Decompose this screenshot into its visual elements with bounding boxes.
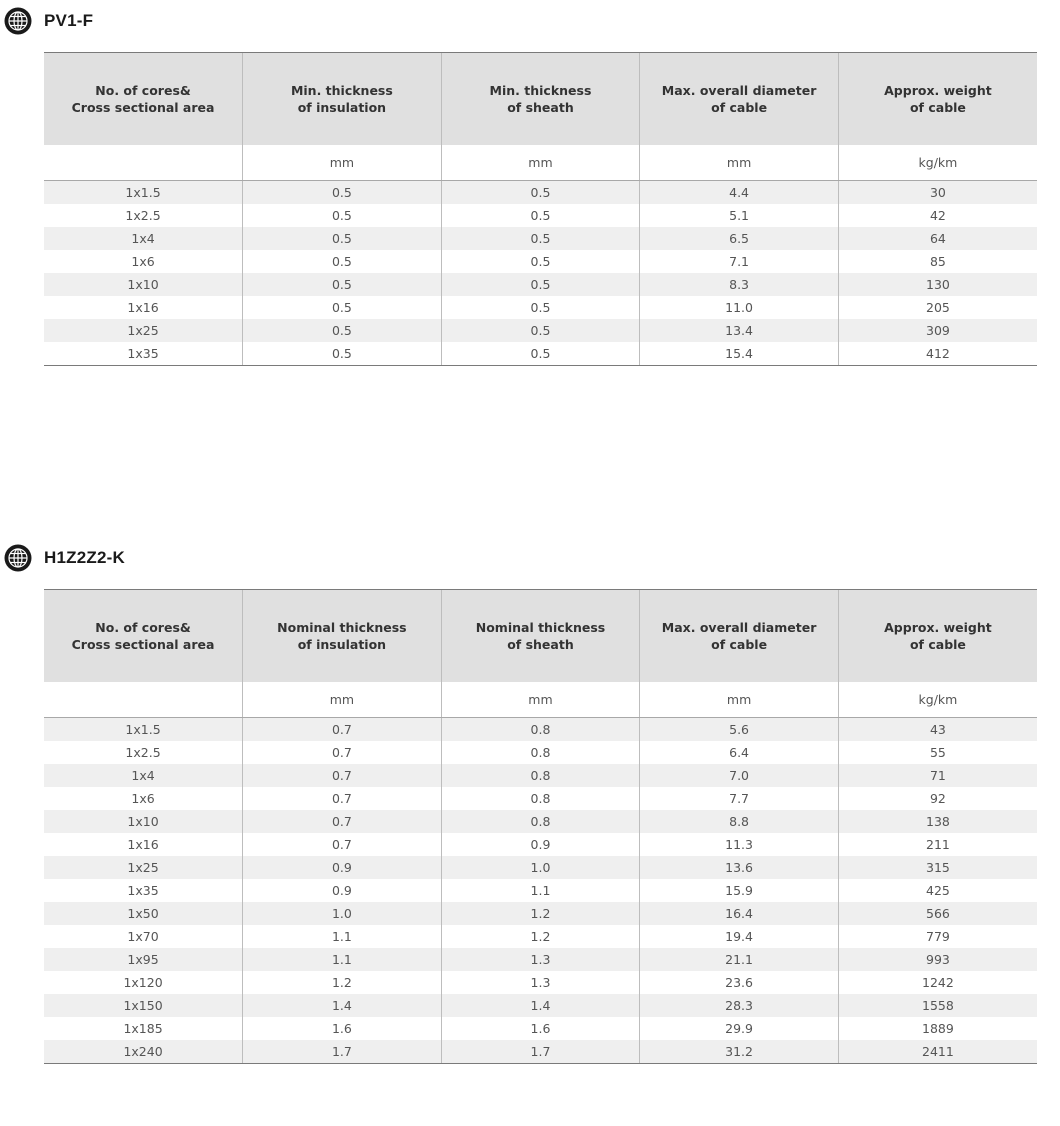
table-row	[44, 856, 1037, 879]
table-row	[44, 971, 1037, 994]
cell-cores: 1x35	[44, 342, 243, 366]
table-row	[44, 227, 1037, 250]
cell-sheath: 0.5	[441, 227, 640, 250]
cell-sheath: 0.9	[441, 833, 640, 856]
header-sheath: Nominal thickness of sheath	[441, 590, 640, 683]
cell-cores: 1x150	[44, 994, 243, 1017]
table-row	[44, 204, 1037, 227]
unit-cell: kg/km	[838, 145, 1037, 181]
cell-cores: 1x6	[44, 250, 243, 273]
cell-sheath: 1.3	[441, 948, 640, 971]
units-row	[44, 145, 1037, 181]
section-title: PV1-F	[44, 11, 94, 30]
globe-icon	[4, 7, 32, 35]
cell-sheath: 1.2	[441, 902, 640, 925]
cell-cores: 1x10	[44, 273, 243, 296]
table-row	[44, 741, 1037, 764]
header-sheath: Min. thickness of sheath	[441, 53, 640, 146]
table-row	[44, 810, 1037, 833]
cell-cores: 1x70	[44, 925, 243, 948]
cell-insulation: 0.5	[243, 227, 442, 250]
cell-weight: 211	[838, 833, 1037, 856]
header-insulation: Min. thickness of insulation	[243, 53, 442, 146]
cell-diameter: 29.9	[640, 1017, 839, 1040]
cell-weight: 85	[838, 250, 1037, 273]
table-row	[44, 1040, 1037, 1064]
cell-weight: 64	[838, 227, 1037, 250]
cell-insulation: 0.9	[243, 856, 442, 879]
cell-weight: 138	[838, 810, 1037, 833]
table-row	[44, 879, 1037, 902]
table-row	[44, 319, 1037, 342]
cell-sheath: 0.8	[441, 764, 640, 787]
cell-insulation: 0.7	[243, 764, 442, 787]
cell-cores: 1x2.5	[44, 204, 243, 227]
cell-diameter: 8.3	[640, 273, 839, 296]
cell-insulation: 0.5	[243, 342, 442, 366]
cell-cores: 1x4	[44, 227, 243, 250]
table-row	[44, 1017, 1037, 1040]
cell-weight: 566	[838, 902, 1037, 925]
cell-insulation: 1.0	[243, 902, 442, 925]
cell-sheath: 1.6	[441, 1017, 640, 1040]
unit-cell: mm	[441, 682, 640, 718]
cell-weight: 309	[838, 319, 1037, 342]
cell-sheath: 0.8	[441, 741, 640, 764]
cell-insulation: 0.7	[243, 741, 442, 764]
cell-weight: 92	[838, 787, 1037, 810]
unit-cell: mm	[441, 145, 640, 181]
cell-insulation: 0.7	[243, 810, 442, 833]
table-row	[44, 787, 1037, 810]
cell-weight: 71	[838, 764, 1037, 787]
cell-insulation: 1.4	[243, 994, 442, 1017]
cell-insulation: 0.7	[243, 718, 442, 742]
cell-diameter: 13.6	[640, 856, 839, 879]
cell-weight: 315	[838, 856, 1037, 879]
unit-cell: kg/km	[838, 682, 1037, 718]
cell-diameter: 31.2	[640, 1040, 839, 1064]
cell-weight: 130	[838, 273, 1037, 296]
header-row	[44, 590, 1037, 683]
cell-weight: 2411	[838, 1040, 1037, 1064]
cell-weight: 205	[838, 296, 1037, 319]
table-row	[44, 902, 1037, 925]
cell-insulation: 0.5	[243, 319, 442, 342]
cell-diameter: 6.5	[640, 227, 839, 250]
cell-sheath: 0.5	[441, 296, 640, 319]
cell-cores: 1x16	[44, 296, 243, 319]
cell-weight: 43	[838, 718, 1037, 742]
cell-diameter: 11.0	[640, 296, 839, 319]
cell-sheath: 0.5	[441, 273, 640, 296]
cell-diameter: 4.4	[640, 181, 839, 205]
cell-cores: 1x1.5	[44, 718, 243, 742]
cell-insulation: 0.9	[243, 879, 442, 902]
cell-insulation: 1.6	[243, 1017, 442, 1040]
cell-cores: 1x120	[44, 971, 243, 994]
header-insulation: Nominal thickness of insulation	[243, 590, 442, 683]
cell-insulation: 0.5	[243, 250, 442, 273]
cell-weight: 993	[838, 948, 1037, 971]
cell-insulation: 1.1	[243, 925, 442, 948]
cell-sheath: 0.5	[441, 342, 640, 366]
cell-cores: 1x10	[44, 810, 243, 833]
section-title-row	[4, 6, 93, 36]
header-row	[44, 53, 1037, 146]
cell-insulation: 1.7	[243, 1040, 442, 1064]
cell-diameter: 15.4	[640, 342, 839, 366]
cell-insulation: 1.1	[243, 948, 442, 971]
cell-sheath: 1.7	[441, 1040, 640, 1064]
table-row	[44, 718, 1037, 742]
cell-sheath: 0.8	[441, 810, 640, 833]
cell-sheath: 0.5	[441, 250, 640, 273]
section-title: H1Z2Z2-K	[44, 548, 125, 567]
cell-cores: 1x25	[44, 856, 243, 879]
cell-insulation: 0.5	[243, 273, 442, 296]
cell-sheath: 0.5	[441, 319, 640, 342]
unit-cell: mm	[640, 682, 839, 718]
cell-sheath: 1.4	[441, 994, 640, 1017]
header-diameter: Max. overall diameter of cable	[640, 53, 839, 146]
table-row	[44, 181, 1037, 205]
cell-diameter: 7.0	[640, 764, 839, 787]
cell-diameter: 7.1	[640, 250, 839, 273]
table-row	[44, 273, 1037, 296]
header-diameter: Max. overall diameter of cable	[640, 590, 839, 683]
cell-diameter: 11.3	[640, 833, 839, 856]
cell-insulation: 1.2	[243, 971, 442, 994]
cell-sheath: 1.0	[441, 856, 640, 879]
cell-insulation: 0.7	[243, 833, 442, 856]
cell-cores: 1x35	[44, 879, 243, 902]
cell-diameter: 23.6	[640, 971, 839, 994]
section-title-row	[4, 543, 125, 573]
cell-sheath: 1.2	[441, 925, 640, 948]
cell-cores: 1x185	[44, 1017, 243, 1040]
cell-sheath: 0.5	[441, 181, 640, 205]
units-row	[44, 682, 1037, 718]
table-row	[44, 250, 1037, 273]
cell-weight: 425	[838, 879, 1037, 902]
cell-insulation: 0.7	[243, 787, 442, 810]
cell-sheath: 1.3	[441, 971, 640, 994]
table-body	[44, 181, 1037, 366]
cell-insulation: 0.5	[243, 181, 442, 205]
cell-diameter: 21.1	[640, 948, 839, 971]
spec-table	[44, 52, 1037, 366]
table-row	[44, 296, 1037, 319]
cell-diameter: 13.4	[640, 319, 839, 342]
cell-weight: 779	[838, 925, 1037, 948]
unit-cell	[44, 145, 243, 181]
cell-cores: 1x25	[44, 319, 243, 342]
cell-weight: 1889	[838, 1017, 1037, 1040]
cell-diameter: 5.6	[640, 718, 839, 742]
cell-cores: 1x240	[44, 1040, 243, 1064]
cell-cores: 1x4	[44, 764, 243, 787]
cell-cores: 1x16	[44, 833, 243, 856]
table-row	[44, 764, 1037, 787]
cell-cores: 1x1.5	[44, 181, 243, 205]
header-weight: Approx. weight of cable	[838, 590, 1037, 683]
cell-cores: 1x6	[44, 787, 243, 810]
cell-insulation: 0.5	[243, 296, 442, 319]
cell-cores: 1x2.5	[44, 741, 243, 764]
cell-cores: 1x50	[44, 902, 243, 925]
cell-sheath: 0.5	[441, 204, 640, 227]
unit-cell: mm	[640, 145, 839, 181]
cell-weight: 412	[838, 342, 1037, 366]
cell-diameter: 6.4	[640, 741, 839, 764]
spec-table	[44, 589, 1037, 1064]
cell-sheath: 0.8	[441, 787, 640, 810]
header-cores: No. of cores& Cross sectional area	[44, 590, 243, 683]
cell-cores: 1x95	[44, 948, 243, 971]
cell-diameter: 5.1	[640, 204, 839, 227]
table-row	[44, 948, 1037, 971]
unit-cell: mm	[243, 682, 442, 718]
table-body	[44, 718, 1037, 1064]
cell-weight: 55	[838, 741, 1037, 764]
header-cores: No. of cores& Cross sectional area	[44, 53, 243, 146]
unit-cell: mm	[243, 145, 442, 181]
cell-insulation: 0.5	[243, 204, 442, 227]
cell-weight: 42	[838, 204, 1037, 227]
cell-weight: 1242	[838, 971, 1037, 994]
cell-sheath: 0.8	[441, 718, 640, 742]
table-row	[44, 833, 1037, 856]
cell-weight: 30	[838, 181, 1037, 205]
cell-weight: 1558	[838, 994, 1037, 1017]
cell-diameter: 15.9	[640, 879, 839, 902]
table-row	[44, 925, 1037, 948]
cell-diameter: 19.4	[640, 925, 839, 948]
cell-sheath: 1.1	[441, 879, 640, 902]
header-weight: Approx. weight of cable	[838, 53, 1037, 146]
cell-diameter: 7.7	[640, 787, 839, 810]
table-row	[44, 994, 1037, 1017]
cell-diameter: 16.4	[640, 902, 839, 925]
globe-icon	[4, 544, 32, 572]
table-row	[44, 342, 1037, 366]
unit-cell	[44, 682, 243, 718]
cell-diameter: 8.8	[640, 810, 839, 833]
cell-diameter: 28.3	[640, 994, 839, 1017]
